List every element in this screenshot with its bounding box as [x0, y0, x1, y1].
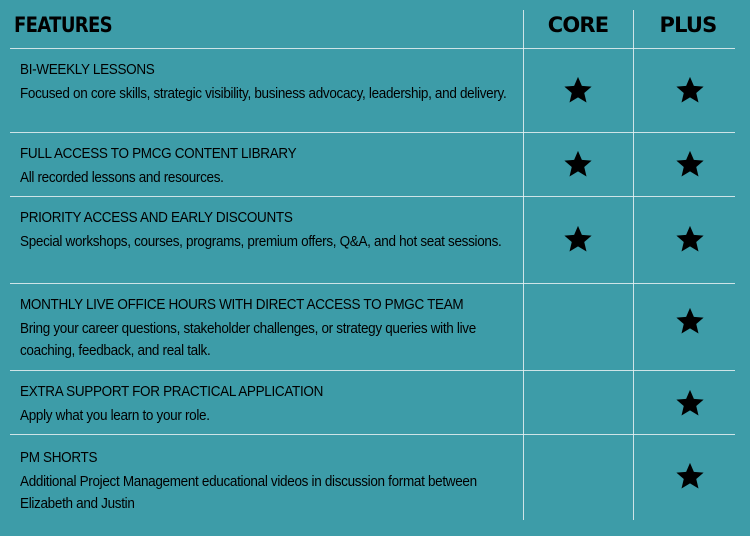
- feature-title: PM SHORTS: [20, 449, 98, 466]
- feature-cell: [20, 60, 515, 105]
- feature-description: Apply what you learn to your role.: [20, 407, 210, 424]
- feature-description: Bring your career questions, stakeholder challenges, or strategy queries with live coaching, feedback, and real talk.: [20, 320, 476, 359]
- header-core: CORE: [547, 13, 609, 37]
- feature-cell: [20, 448, 515, 515]
- feature-cell: [20, 295, 515, 362]
- feature-description: Additional Project Management educational videos in discussion format between Elizabeth and Justin: [20, 473, 477, 512]
- table-header: [0, 0, 750, 48]
- table-row: [0, 196, 750, 283]
- feature-title: PRIORITY ACCESS AND EARLY DISCOUNTS: [20, 209, 293, 226]
- header-plus: PLUS: [659, 13, 717, 37]
- feature-title: BI-WEEKLY LESSONS: [20, 61, 155, 78]
- feature-cell: [20, 382, 515, 427]
- star-icon: [563, 75, 593, 105]
- feature-title: FULL ACCESS TO PMCG CONTENT LIBRARY: [20, 145, 297, 162]
- feature-cell: [20, 144, 515, 189]
- table-row: [0, 132, 750, 196]
- feature-cell: [20, 208, 515, 253]
- star-icon: [675, 75, 705, 105]
- feature-description: Special workshops, courses, programs, premium offers, Q&A, and hot seat sessions.: [20, 233, 502, 250]
- table-row: [0, 370, 750, 434]
- star-icon: [563, 224, 593, 254]
- feature-description: All recorded lessons and resources.: [20, 169, 224, 186]
- table-row: [0, 283, 750, 370]
- feature-title: MONTHLY LIVE OFFICE HOURS WITH DIRECT ACCESS TO PMGC TEAM: [20, 296, 464, 313]
- star-icon: [675, 149, 705, 179]
- header-features: FEATURES: [14, 13, 112, 37]
- feature-title: EXTRA SUPPORT FOR PRACTICAL APPLICATION: [20, 383, 324, 400]
- star-icon: [675, 306, 705, 336]
- table-row: [0, 434, 750, 520]
- table-row: [0, 48, 750, 132]
- feature-description: Focused on core skills, strategic visibility, business advocacy, leadership, and delivery.: [20, 85, 507, 102]
- star-icon: [675, 461, 705, 491]
- star-icon: [675, 388, 705, 418]
- star-icon: [563, 149, 593, 179]
- star-icon: [675, 224, 705, 254]
